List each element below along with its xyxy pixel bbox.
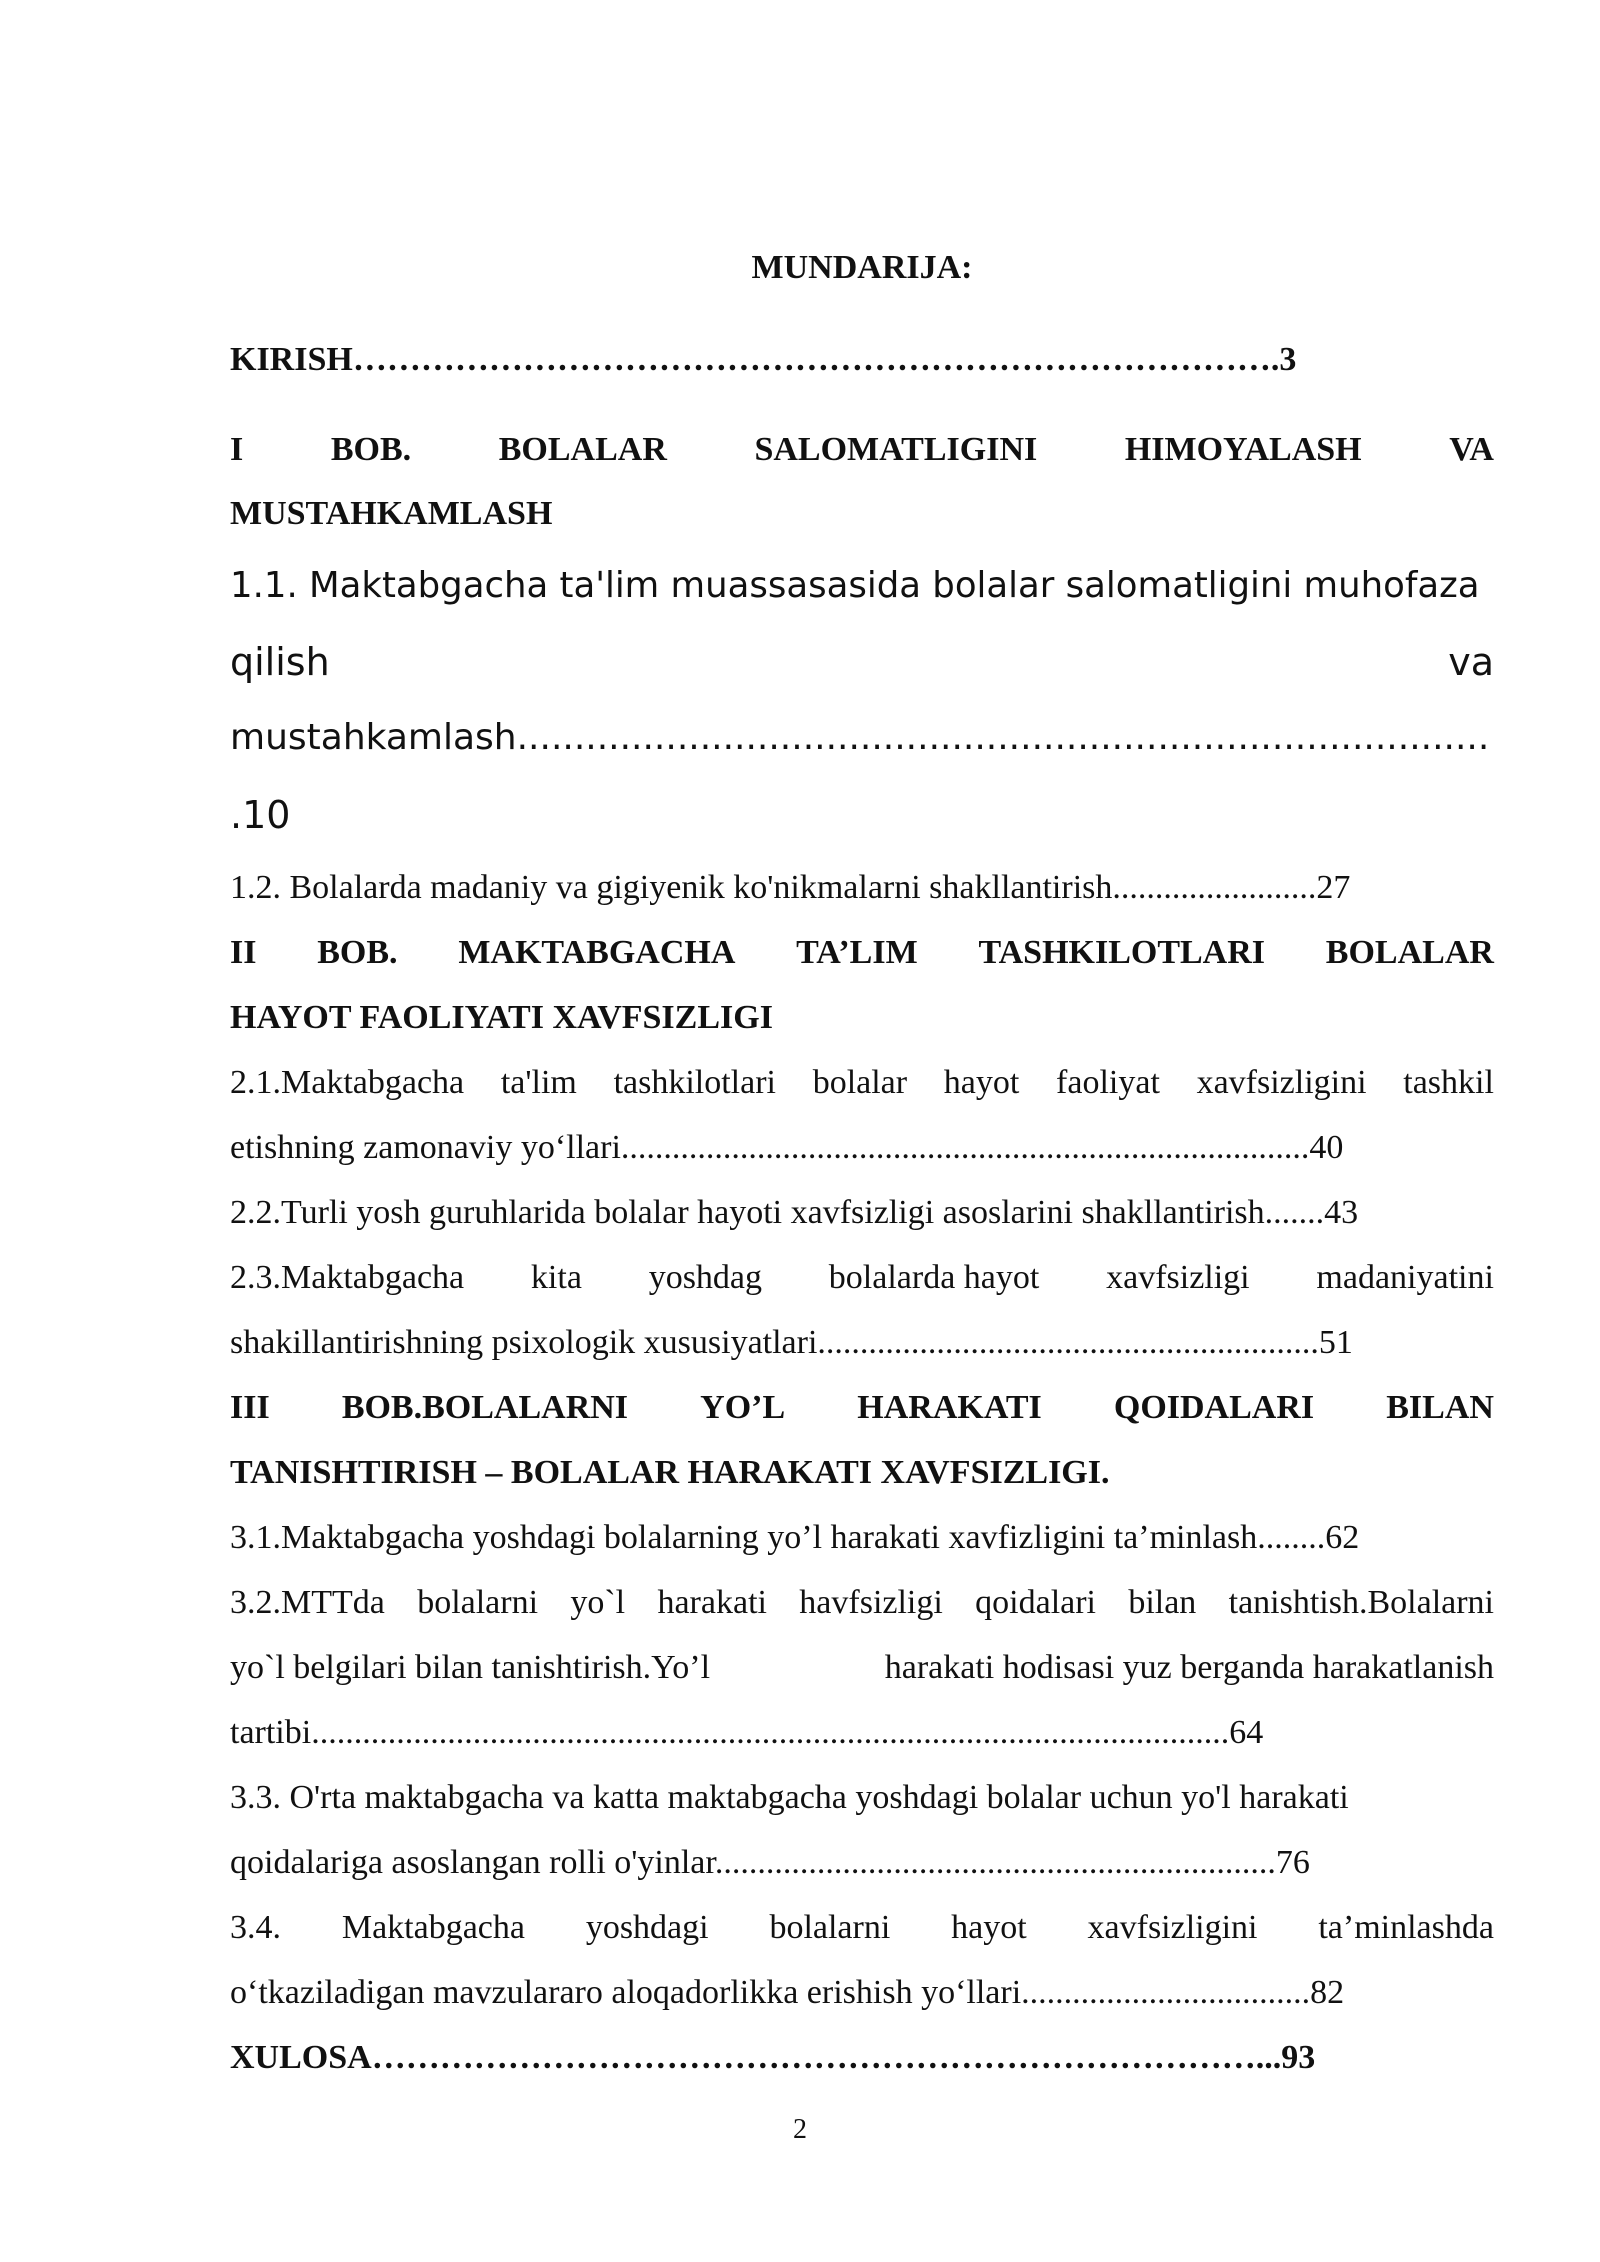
word: QOIDALARI: [1113, 1389, 1315, 1426]
page-number: 2: [793, 2114, 807, 2145]
word: bolalar: [812, 1064, 908, 1101]
toc-heading: MUNDARIJA:: [751, 249, 973, 286]
word: hayot: [951, 1909, 1027, 1946]
toc-section-1-1-line1: 1.1. Maktabgacha ta'lim muassasasida bolalar salomatligini muhofaza: [230, 565, 1480, 606]
toc-entry-kirish: KIRISH……………………………………………………………………….3: [230, 341, 1297, 378]
toc-section-3-2-line1: [230, 1579, 1494, 1627]
word: bilan: [1128, 1584, 1197, 1621]
word: havfsizligi: [799, 1584, 943, 1621]
word: ta’minlashda: [1318, 1909, 1494, 1946]
word: II: [230, 934, 257, 971]
toc-chapter-2-line2: HAYOT FAOLIYATI XAVFSIZLIGI: [230, 999, 773, 1036]
word: 3.4.: [230, 1909, 281, 1946]
toc-section-1-2: 1.2. Bolalarda madaniy va gigiyenik ko'nikmalarni shakllantirish........................27: [230, 869, 1351, 906]
word: yoshdagi: [585, 1909, 709, 1946]
toc-section-2-1-line1: [230, 1059, 1494, 1107]
word: hayot: [943, 1064, 1020, 1101]
toc-chapter-1-line1: [230, 426, 1494, 474]
word: bolalarni: [417, 1584, 539, 1621]
word: yo`l: [570, 1584, 626, 1621]
word: tashkilotlari: [613, 1064, 776, 1101]
toc-section-2-1-line2: etishning zamonaviy yo‘llari.................................................................................40: [230, 1129, 1344, 1166]
word: 2.1.Maktabgacha: [230, 1064, 465, 1101]
word: xavfsizligini: [1087, 1909, 1258, 1946]
word: BILAN: [1386, 1389, 1494, 1426]
toc-section-3-3-line2: qoidalariga asoslangan rolli o'yinlar..................................................................76: [230, 1844, 1310, 1881]
word: TASHKILOTLARI: [978, 934, 1266, 971]
toc-chapter-2-line1: [230, 929, 1494, 977]
word: 3.2.MTTda: [230, 1584, 385, 1621]
toc-section-3-2-line3: tartibi............................................................................................................64: [230, 1714, 1264, 1751]
word: ta'lim: [500, 1064, 577, 1101]
word: BOLALAR: [1325, 934, 1494, 971]
toc-entry-xulosa: XULOSA……………………………………………………………………...93: [230, 2039, 1316, 2076]
word: tanishtish.Bolalarni: [1228, 1584, 1494, 1621]
word: I: [230, 431, 244, 468]
word: SALOMATLIGINI: [754, 431, 1038, 468]
toc-section-1-1-page: .10: [230, 793, 291, 837]
word: TA’LIM: [796, 934, 918, 971]
word: xavfsizligini: [1196, 1064, 1367, 1101]
word: MAKTABGACHA: [458, 934, 736, 971]
word: Maktabgacha: [341, 1909, 525, 1946]
toc-section-3-1: 3.1.Maktabgacha yoshdagi bolalarning yo’l harakati xavfizligini ta’minlash........62: [230, 1519, 1360, 1556]
word: qilish: [230, 640, 330, 684]
word: madaniyatini: [1316, 1259, 1494, 1296]
word: III: [230, 1389, 270, 1426]
word: harakati: [657, 1584, 767, 1621]
word: BOB.BOLALARNI: [341, 1389, 629, 1426]
word: BOB.: [317, 934, 398, 971]
toc-section-2-3-line1: [230, 1254, 1494, 1302]
word: va: [1448, 640, 1494, 684]
word: bolalarda hayot: [828, 1259, 1040, 1296]
toc-section-2-2: 2.2.Turli yosh guruhlarida bolalar hayoti xavfsizligi asoslarini shakllantirish.......43: [230, 1194, 1359, 1231]
word: HARAKATI: [857, 1389, 1042, 1426]
toc-section-3-2-line2: [230, 1644, 1494, 1692]
word: kita: [530, 1259, 582, 1296]
toc-section-1-1-line2: [230, 634, 1494, 690]
word: faoliyat: [1056, 1064, 1160, 1101]
word: BOLALAR: [498, 431, 667, 468]
word: 2.3.Maktabgacha: [230, 1259, 465, 1296]
word: YO’L: [700, 1389, 786, 1426]
word: xavfsizligi: [1106, 1259, 1250, 1296]
toc-chapter-1-line2: MUSTAHKAMLASH: [230, 495, 553, 532]
word: qoidalari: [975, 1584, 1096, 1621]
toc-section-1-1-line3: mustahkamlash.....................................................................................: [230, 717, 1490, 758]
toc-chapter-3-line1: [230, 1384, 1494, 1432]
toc-section-3-4-line1: [230, 1904, 1494, 1952]
word: yo`l belgilari bilan tanishtirish.Yo’l: [230, 1649, 711, 1686]
word: VA: [1449, 431, 1494, 468]
word: BOB.: [330, 431, 412, 468]
word: HIMOYALASH: [1124, 431, 1362, 468]
word: yoshdag: [648, 1259, 763, 1296]
toc-chapter-3-line2: TANISHTIRISH – BOLALAR HARAKATI XAVFSIZLIGI.: [230, 1454, 1110, 1491]
word: harakati hodisasi yuz berganda harakatlanish: [884, 1649, 1494, 1686]
word: tashkil: [1403, 1064, 1494, 1101]
word: bolalarni: [769, 1909, 891, 1946]
toc-section-3-3-line1: 3.3. O'rta maktabgacha va katta maktabgacha yoshdagi bolalar uchun yo'l harakati: [230, 1779, 1349, 1816]
toc-section-3-4-line2: o‘tkaziladigan mavzulararo aloqadorlikka erishish yo‘llari..................................82: [230, 1974, 1345, 2011]
toc-section-2-3-line2: shakillantirishning psixologik xususiyatlari...........................................................51: [230, 1324, 1353, 1361]
